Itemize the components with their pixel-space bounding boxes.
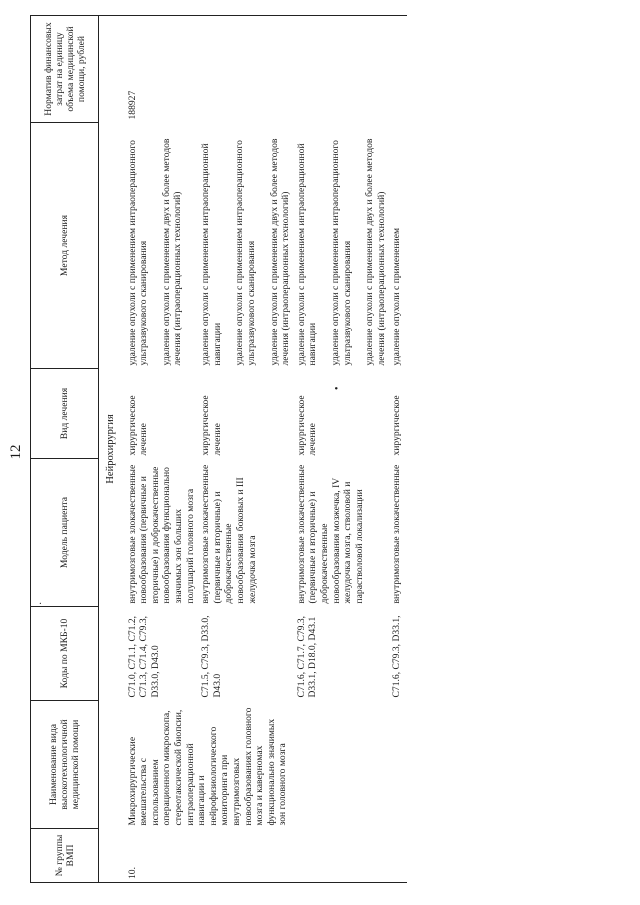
row-codes: C71.5, C79.3, D33.0, D43.0 [200,615,223,698]
header-group-number: № группы ВМП [31,829,99,883]
header-treatment-type: Вид лечения [31,369,99,459]
method-item: удаление опухоли с применением интраоперационного ультразвукового сканирования [126,140,150,366]
scan-speck: · [36,601,47,605]
scan-speck: • [332,386,343,390]
group-name: Микрохирургические вмешательства с использованием операционного микроскопа, стереотаксической биопсии, интраоперационной навигации и нейрофизиологического мониторинга при внутримозговых новообразованиях головного мозга и каверномах функционально значимых зон головного мозга [126,707,289,826]
row-methods [198,123,294,369]
header-treatment-method: Метод лечения [31,123,99,369]
method-item: удаление опухоли с применением интраоперационного ультразвукового сканирования [234,140,257,366]
row-codes: C71.0, C71.1, C71.2, C71.3, C71.4, C79.3, D33.0, D43.0 [126,615,161,698]
table-row [389,16,407,883]
header-norm: Норматив финансовых затрат на единицу объема медицинской помощи, рублей [31,16,99,123]
header-name: Наименование вида высокотехнологичной медицинской помощи [31,701,99,829]
method-item: удаление опухоли с применением интраоперационного ультразвукового сканирования [329,140,353,366]
section-title: Нейрохирургия [99,16,125,883]
row-methods [389,123,407,369]
row-model: внутримозговые злокачественные новообразования (первичные и вторичные) и доброкачественные новообразования функционально значимых зон больших полушарий головного мозга [126,464,196,604]
section-row [99,16,125,883]
method-item: удаление опухоли с применением двух и более методов лечения (интраоперационных технологий) [364,138,387,366]
header-codes: Коды по МКБ-10 [31,607,99,701]
method-item: удаление опухоли с применением интраоперационной навигации [295,143,319,366]
row-model: внутримозговые злокачественные (первичные и вторичные) и доброкачественные новообразования боковых и III желудочка мозга [200,464,258,604]
row-codes: C71.6, C71.7, C79.3, D33.1, D18.0, D43.1 [295,615,319,698]
row-codes: C71.6, C79.3, D33.1, [391,615,403,698]
row-type: хирургическое лечение [295,395,319,456]
vmp-table [30,15,407,883]
row-type: хирургическое [391,395,403,456]
row-model: внутримозговые злокачественные [391,464,403,604]
page-number: 12 [8,444,24,460]
row-methods [125,123,199,369]
group-number: 10. [125,829,390,883]
header-patient-model: Модель пациента [31,459,99,607]
method-item: удаление опухоли с применением двух и более методов лечения (интраоперационных технологий) [160,138,184,366]
group-norm: 188927 [125,16,390,123]
table-row [125,16,199,883]
row-model: внутримозговые злокачественные (первичные и вторичные) и доброкачественные новообразования мозжечка, IV желудочка мозга, стволовой и парастволовой локализации [295,464,365,604]
table-header-row [31,16,99,883]
row-methods [294,123,390,369]
method-item: удаление опухоли с применением [391,227,403,366]
row-type: хирургическое лечение [126,395,150,456]
method-item: удаление опухоли с применением интраоперационной навигации [200,143,223,366]
row-type: хирургическое лечение [200,395,223,456]
method-item: удаление опухоли с применением двух и более методов лечения (интраоперационных технологий) [268,138,292,366]
